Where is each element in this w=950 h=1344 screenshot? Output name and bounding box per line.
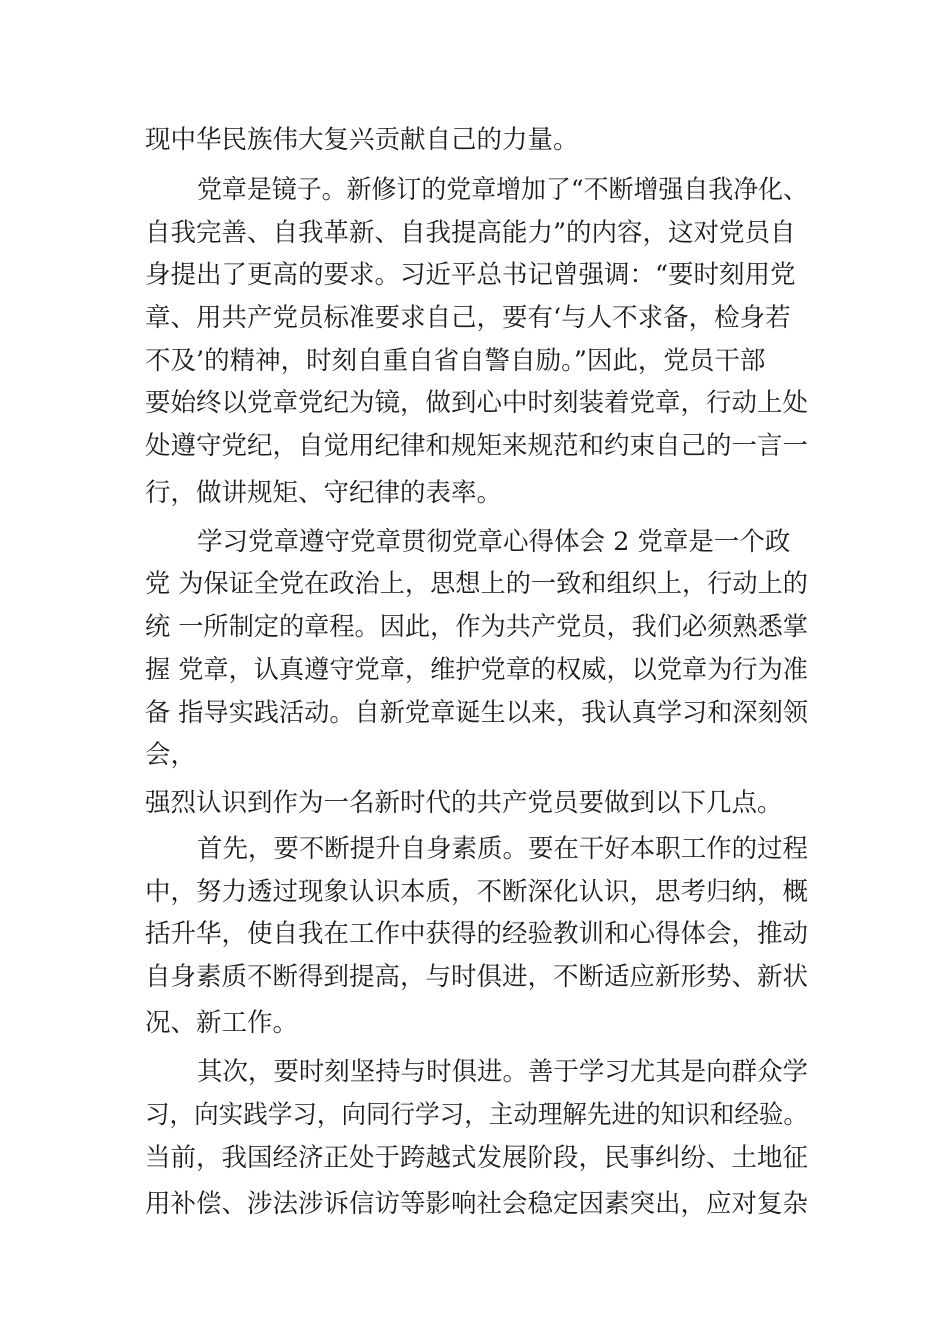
text-line: 会， [145,740,197,770]
text-line: 党章是镜子。新修订的党章增加了“不断增强自我净化、 [197,175,808,205]
text-line: 处遵守党纪，自觉用纪律和规矩来规范和约束自己的一言一 [145,431,808,461]
text-line: 中，努力透过现象认识本质，不断深化认识，思考归纳，概 [145,877,808,907]
text-line: 其次，要时刻坚持与时俱进。善于学习尤其是向群众学 [197,1057,808,1087]
text-line: 学习党章遵守党章贯彻党章心得体会 2 党章是一个政 [197,527,791,557]
text-line: 强烈认识到作为一名新时代的共产党员要做到以下几点。 [145,788,783,818]
text-line: 党 为保证全党在政治上，思想上的一致和组织上，行动上的 [145,569,808,599]
text-line: 要始终以党章党纪为镜，做到心中时刻装着党章，行动上处 [145,388,808,418]
text-line: 习，向实践学习，向同行学习，主动理解先进的知识和经验。 [145,1100,808,1130]
text-line: 统 一所制定的章程。因此，作为共产党员，我们必须熟悉掌 [145,612,808,642]
text-line: 自身素质不断得到提高，与时俱进，不断适应新形势、新状 [145,962,808,992]
text-line: 当前，我国经济正处于跨越式发展阶段，民事纠纷、土地征 [145,1143,808,1173]
text-line: 首先，要不断提升自身素质。要在干好本职工作的过程 [197,834,808,864]
text-line: 括升华，使自我在工作中获得的经验教训和心得体会，推动 [145,919,808,949]
text-line: 握 党章，认真遵守党章，维护党章的权威，以党章为行为准 [145,655,808,685]
text-line: 用补偿、涉法涉诉信访等影响社会稳定因素突出，应对复杂 [145,1189,808,1219]
text-line: 行，做讲规矩、守纪律的表率。 [145,478,503,508]
text-line: 自我完善、自我革新、自我提高能力”的内容，这对党员自 [145,218,796,248]
text-line: 备 指导实践活动。自新党章诞生以来，我认真学习和深刻领 [145,698,808,728]
text-line: 章、用共产党员标准要求自己，要有‘与人不求备，检身若 [145,303,791,333]
text-line: 不及’的精神，时刻自重自省自警自励。”因此，党员干部 [145,346,766,376]
text-line: 身提出了更高的要求。习近平总书记曾强调：“要时刻用党 [145,260,796,290]
text-line: 况、新工作。 [145,1008,299,1038]
text-line: 现中华民族伟大复兴贡献自己的力量。 [145,125,579,155]
